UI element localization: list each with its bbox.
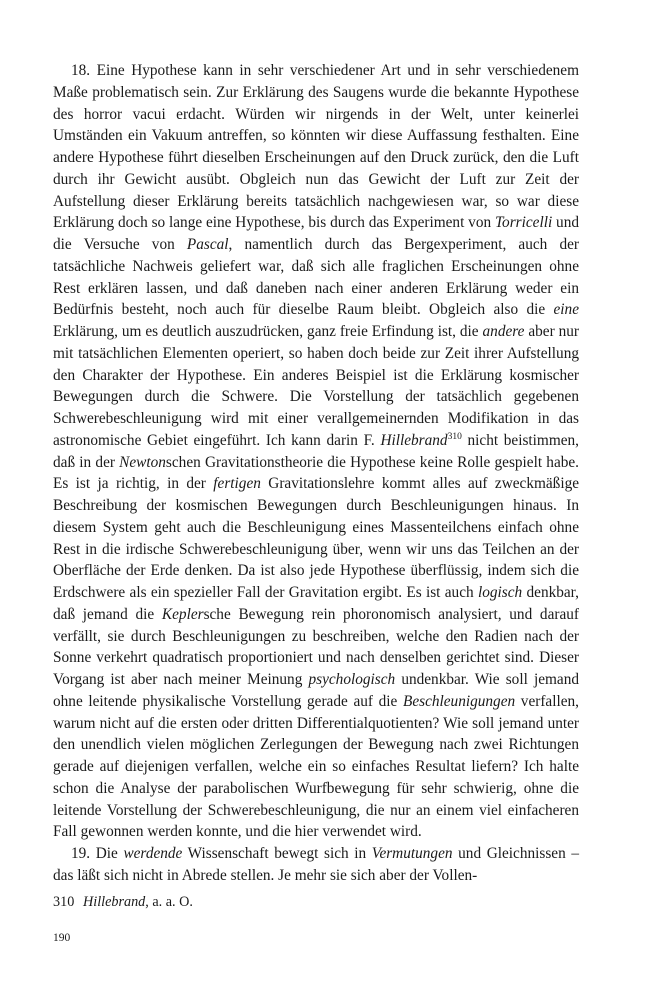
footnote <box>53 892 579 912</box>
italic-text: werdende <box>123 845 183 862</box>
italic-text: eine <box>553 301 579 319</box>
text-segment: 18. Eine Hypothese kann in sehr verschiedener Art und in sehr verschiedenem Maße problematisch sein. Zur Erklärung des Saugens wurde die bekannte Hypothese des horror vacui erdacht. Würden wir nirgends in der Welt, unter keinerlei Umständen ein Vakuum antreffen, so könnten wir diese Auffassung festhalten. Eine andere Hypothese führt dieselben Erscheinungen auf den Druck zurück, den die Luft durch ihr Gewicht ausübt. Obgleich nun das Gewicht der Luft zur Zeit der Aufstellung dieser Erklärung bereits tatsächlich nachgewiesen war, so war diese Erklärung doch so lange eine Hypothese, bis durch das Experiment von <box>53 62 579 232</box>
italic-text: fertigen <box>213 475 261 493</box>
footnote-number: 310 <box>53 894 75 910</box>
body-text <box>53 60 579 887</box>
italic-text: Newton <box>119 453 166 471</box>
italic-text: Kepler <box>161 605 204 623</box>
text-segment: 19. Die <box>71 845 124 862</box>
text-segment: denkbar, daß jemand die <box>53 584 579 623</box>
paragraph-18 <box>53 60 579 843</box>
italic-text: Pascal <box>186 236 229 253</box>
text-segment: Gravitationslehre kommt alles auf zweckmäßige Beschreibung der kosmischen Bewegungen durch Beschleunigungen hinaus. In diesem System geht auch die Beschleunigung eines Massenteilchens einfach ohne Rest in die irdische Schwerebeschleunigung über, wenn wir uns das Teilchen an der Oberfläche der Erde denken. Da ist also jede Hypothese überflüssig, indem sich die Erdschwere als ein spezieller Fall der Gravitation ergibt. Es ist auch <box>53 475 580 601</box>
italic-text: psychologisch <box>308 671 396 688</box>
text-segment: schen Gravitationstheorie die Hypothese keine Rolle gespielt habe. Es ist ja richtig, in der <box>53 453 579 493</box>
page-number: 190 <box>53 932 71 944</box>
italic-text: logisch <box>477 584 523 601</box>
text-segment: und Gleichnissen – das läßt sich nicht in Abrede stellen. Je mehr sie sich aber der Vollen- <box>53 845 579 884</box>
italic-text: Vermutungen <box>371 845 453 862</box>
text-segment: verfallen, warum nicht auf die ersten oder dritten Differentialquotienten? Wie soll jemand unter den unendlich vielen möglichen Zerlegungen der Bewegung nach zwei Richtungen gerade auf diejenigen verfallen, welche ein so einfaches Resultat liefern? Ich halte schon die Analyse der parabolischen Wurfbewegung für sehr schwierig, ohne die leitende Vorstellung der Schwerebeschleunigung, die nur an einem viel einfacheren Fall gewonnen werden konnte, und die hier verwendet wird. <box>53 692 579 841</box>
footnote-author: Hillebrand <box>83 894 146 910</box>
paragraph-19 <box>53 843 579 887</box>
italic-text: Hillebrand <box>380 431 448 449</box>
italic-text: andere <box>482 323 525 340</box>
footnote-reference: 310 <box>447 431 462 442</box>
text-segment: undenkbar. Wie soll jemand ohne leitende physikalische Vorstellung gerade auf die <box>53 671 580 710</box>
footnote-text: , a. a. O. <box>145 894 193 910</box>
text-segment: Erklärung, um es deutlich auszudrücken, ganz freie Erfindung ist, die <box>53 323 483 340</box>
text-segment: , namentlich durch das Bergexperiment, auch der tatsächliche Nachweis geliefert war, daß sich alle fraglichen Erscheinungen ohne Rest erklären lassen, und daß daneben nach einer anderen Erklärung weder ein Bedürfnis besteht, noch auch für dieselbe Raum bleibt. Obgleich also die <box>53 236 579 319</box>
text-segment: aber nur mit tatsächlichen Elementen operiert, so haben doch beide zur Zeit ihrer Aufstellung den Charakter der Hypothese. Ein anderes Beispiel ist die Erklärung kosmischer Bewegungen durch die Schwere. Die Vorstellung der tatsächlich gegebenen Schwerebeschleunigung wird mit einer verallgemeinernden Modifikation in das astronomische Gebiet eingeführt. Ich kann darin F. <box>53 323 579 449</box>
text-segment: sche Bewegung rein phoronomisch analysiert, und darauf verfällt, sie durch Beschleunigungen zu beschreiben, welche den Radien nach der Sonne verkehrt quadratisch proportioniert und nach denselben gerichtet sind. Dieser Vorgang ist aber nach meiner Meinung <box>53 605 579 688</box>
italic-text: Beschleunigungen <box>402 692 516 710</box>
text-segment: Wissenschaft bewegt sich in <box>182 845 372 862</box>
italic-text: Torricelli <box>494 214 553 232</box>
text-segment: nicht beistimmen, daß in der <box>53 431 579 471</box>
text-segment: und die Versuche von <box>53 214 579 253</box>
page-body <box>53 60 579 887</box>
